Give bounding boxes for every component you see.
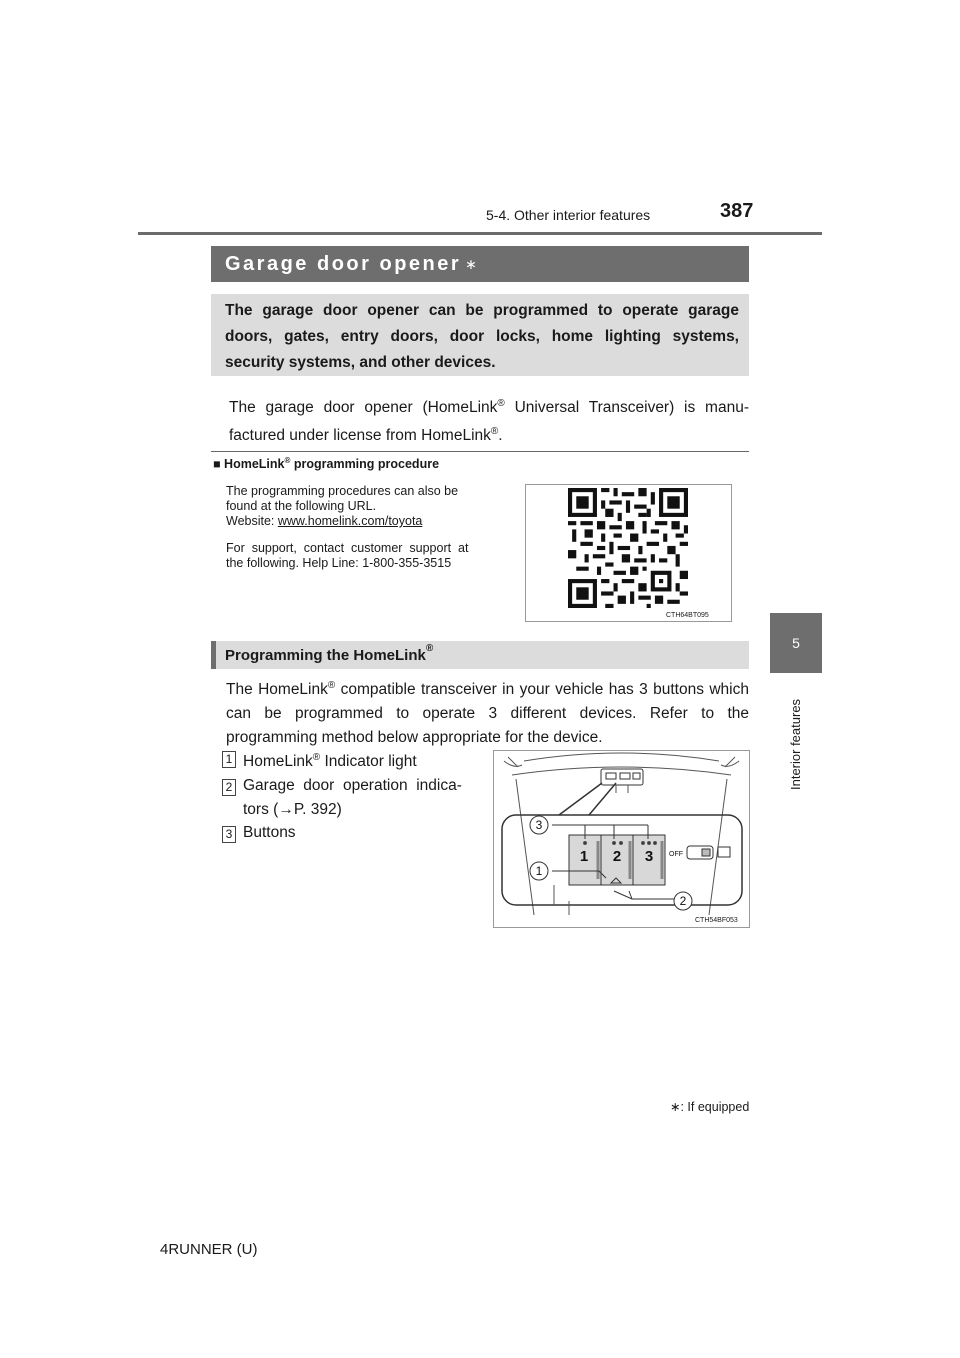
equipped-mark: ∗ — [670, 1100, 681, 1114]
chapter-label — [782, 682, 812, 792]
button-label: 2 — [612, 848, 622, 865]
programming-text-a: The HomeLink — [226, 681, 328, 699]
homelink-diagram — [494, 751, 749, 915]
section-title: Garage door opener — [225, 252, 462, 275]
divider — [211, 451, 749, 452]
license-paragraph — [229, 392, 749, 448]
website-label: Website: — [226, 514, 278, 528]
registered-mark: ® — [497, 398, 505, 409]
license-text-c: . — [498, 427, 503, 445]
website-line — [226, 514, 458, 529]
arrow-right-icon: → — [278, 801, 294, 818]
registered-mark: ® — [284, 456, 291, 465]
item-indicator-light — [243, 746, 417, 774]
button-label: 3 — [644, 848, 654, 865]
intro-text: The garage door opener can be programmed to operate garage doors, gates, entry doors, door locks, home lighting systems, security systems, and other devices. — [225, 302, 739, 371]
off-label: OFF — [669, 851, 683, 858]
item-buttons: Buttons — [243, 824, 296, 841]
chapter-number: 5 — [792, 635, 800, 651]
support-line: For support, contact customer support at — [226, 541, 469, 555]
callout-label: 2 — [679, 894, 687, 908]
license-text-b: Universal Transceiver) is manu-factured under license from HomeLink — [229, 399, 749, 445]
qr-code-icon — [568, 488, 688, 608]
callout-label: 1 — [535, 864, 543, 878]
header-rule — [138, 232, 822, 235]
square-bullet-icon: ■ — [213, 457, 221, 472]
procedure-line: found at the following URL. — [226, 499, 377, 513]
figure-caption: CTH64BT095 — [666, 612, 709, 619]
programming-paragraph — [226, 674, 749, 750]
support-line: the following. Help Line: 1-800-355-3515 — [226, 556, 452, 570]
item-number-box: 3 — [222, 826, 236, 843]
procedure-heading-suffix: programming procedure — [290, 457, 440, 472]
section-header: 5-4. Other interior features — [486, 207, 651, 223]
procedure-heading — [213, 456, 439, 471]
procedure-heading-text: HomeLink — [224, 457, 285, 472]
item-text: Indicator light — [320, 753, 417, 771]
item-text: HomeLink — [243, 753, 313, 771]
registered-mark: ® — [490, 426, 499, 438]
button-label: 1 — [579, 848, 589, 865]
item-number-box: 1 — [222, 751, 236, 768]
equipped-mark: ∗ — [465, 255, 480, 272]
item-text: Garage door operation indica- — [243, 777, 462, 794]
page-reference[interactable]: P. 392) — [293, 801, 342, 818]
registered-mark: ® — [327, 680, 336, 691]
procedure-line: The programming procedures can also be — [226, 484, 459, 498]
license-text-a: The garage door opener (HomeLink — [229, 399, 498, 417]
footnote-text: : If equipped — [680, 1100, 750, 1114]
website-link[interactable]: www.homelink.com/toyota — [277, 514, 423, 528]
chapter-label-text: Interior features — [788, 698, 803, 790]
programming-heading-text: Programming the HomeLink — [225, 646, 426, 664]
intro-box — [211, 294, 749, 376]
model-label: 4RUNNER (U) — [160, 1241, 258, 1258]
programming-text-b: compatible transceiver in your vehicle has 3 buttons which can be programmed to operate 3 different devices. Refer to the programming method below appropriate for the device. — [226, 681, 749, 747]
chapter-tab — [770, 613, 822, 673]
registered-mark: ® — [312, 752, 321, 763]
item-operation-indicators — [243, 774, 462, 822]
item-text-line2 — [243, 798, 462, 822]
footnote — [670, 1099, 749, 1114]
registered-mark: ® — [425, 643, 434, 654]
support-text — [226, 541, 468, 571]
figure-caption: CTH54BF053 — [695, 917, 738, 924]
page-number: 387 — [720, 200, 754, 222]
section-title-bar — [211, 246, 749, 282]
programming-heading — [211, 641, 749, 669]
item-text: tors ( — [243, 801, 279, 818]
callout-label: 3 — [535, 818, 543, 832]
item-number-box: 2 — [222, 779, 236, 796]
procedure-text — [226, 484, 458, 529]
